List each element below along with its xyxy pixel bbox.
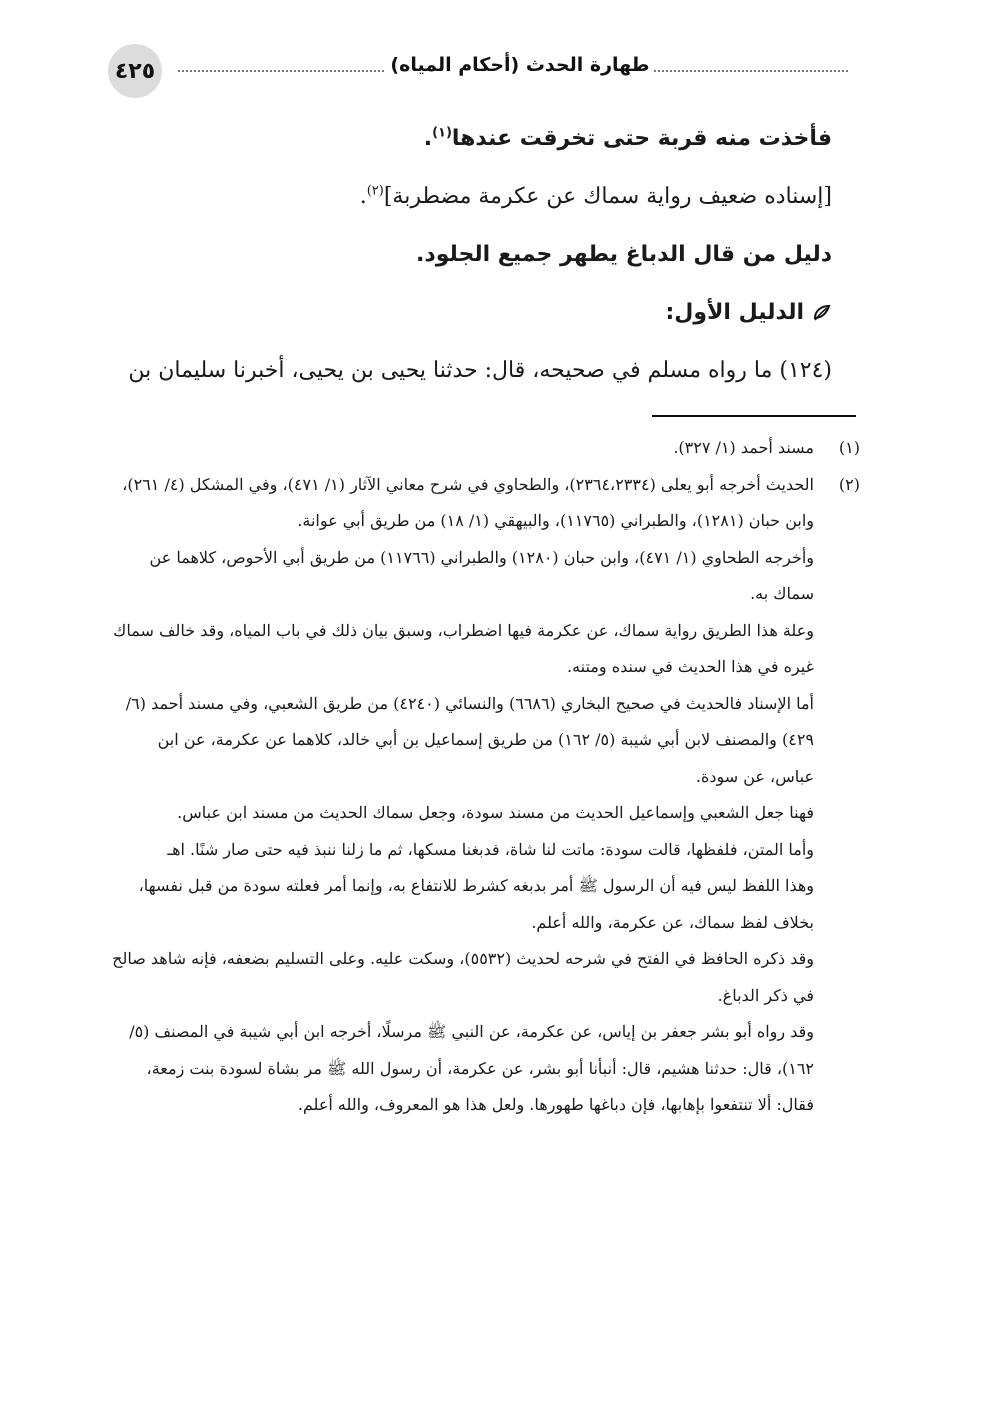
footnote-paragraph: الحديث أخرجه أبو يعلى (٢٣٦٤،٢٣٣٤)، والطحاوي في شرح معاني الآثار (١/ ٤٧١)، وفي المشكل (٤/ ٢٦١)، وابن حبان (١٢٨١)، والطبراني (١١٧٦٥)، والبيهقي (١/ ١٨) من طريق أبي عوانة. <box>122 474 814 530</box>
page-number-badge <box>108 44 162 98</box>
main-line-1: فأخذت منه قربة حتى تخرقت عندها$^{(١)}$. <box>423 125 832 151</box>
footnote-paragraph: وأخرجه الطحاوي (١/ ٤٧١)، وابن حبان (١٢٨٠) والطبراني (١١٧٦٦) من طريق أبي الأحوص، كلاهما عن سماك به. <box>149 547 814 603</box>
footnote-body <box>112 430 814 467</box>
footnote-separator <box>652 415 856 417</box>
running-title: طهارة الحدث (أحكام المياه) <box>386 54 654 76</box>
page-header <box>108 44 848 100</box>
header-rule-left <box>178 70 388 72</box>
footnote-2 <box>112 467 860 1124</box>
footnote-number: (٢) <box>838 474 860 494</box>
footnote-paragraph: وقد رواه أبو بشر جعفر بن إياس، عن عكرمة، عن النبي ﷺ مرسلًا، أخرجه ابن أبي شيبة في المصنف (٥/ ١٦٢)، قال: حدثنا هشيم، قال: أنبأنا أبو بشر، عن عكرمة، أن رسول الله ﷺ مر بشاة لسودة بنت زمعة، فقال: ألا تنتفعوا بإهابها، فإن دباغها طهورها. ولعل هذا هو المعروف، والله أعلم. <box>129 1022 814 1114</box>
footnote-ref-1[interactable]: (١) <box>432 125 452 141</box>
footnote-1 <box>112 430 860 467</box>
header-rule-right <box>642 70 848 72</box>
footnote-paragraph: وقد ذكره الحافظ في الفتح في شرحه لحديث (٥٥٣٢)، وسكت عليه. وعلى التسليم بضعفه، فإنه شاهد صالح في ذكر الدباغ. <box>112 949 814 1005</box>
footnote-paragraph: وأما المتن، فلفظها، قالت سودة: ماتت لنا شاة، فدبغنا مسكها، ثم ما زلنا ننبذ فيه حتى صار شنًا. اهـ <box>167 839 814 859</box>
footnote-ref-2[interactable]: (٢) <box>366 183 384 199</box>
page-number: ٤٢٥ <box>114 58 156 84</box>
footnote-paragraph: فهنا جعل الشعبي وإسماعيل الحديث من مسند سودة، وجعل سماك الحديث من مسند ابن عباس. <box>177 803 814 822</box>
main-text <box>112 110 832 400</box>
footnote-body <box>112 467 814 1124</box>
footnote-paragraph: وهذا اللفظ ليس فيه أن الرسول ﷺ أمر بدبغه كشرط للانتفاع به، وإنما أمر فعلته سودة من قبل نفسها، بخلاف لفظ سماك، عن عكرمة، والله أعلم. <box>138 876 814 932</box>
subheading <box>112 284 832 342</box>
footnote-number: (١) <box>838 438 860 457</box>
main-line-2: [إسناده ضعيف رواية سماك عن عكرمة مضطربة]$^{(٢)}$. <box>359 183 832 209</box>
main-line-5: (١٢٤) ما رواه مسلم في صحيحه، قال: حدثنا يحيى بن يحيى، أخبرنا سليمان بن <box>128 358 832 383</box>
footnote-paragraph: مسند أحمد (١/ ٣٢٧). <box>673 438 814 457</box>
footnote-paragraph: أما الإسناد فالحديث في صحيح البخاري (٦٦٨٦) والنسائي (٤٢٤٠) من طريق الشعبي، وفي مسند أحمد (٦/ ٤٢٩) والمصنف لابن أبي شيبة (٥/ ١٦٢) من طريق إسماعيل بن أبي خالد، كلاهما عن عكرمة، عن ابن عباس، عن سودة. <box>125 693 814 786</box>
footnotes <box>112 430 860 1124</box>
section-heading: دليل من قال الدباغ يطهر جميع الجلود. <box>416 242 832 267</box>
subheading-label: الدليل الأول: <box>665 300 804 325</box>
footnote-paragraph: وعلة هذا الطريق رواية سماك، عن عكرمة فيها اضطراب، وسبق بيان ذلك في باب المياه، وقد خالف سماك غيره في هذا الحديث في سنده ومتنه. <box>113 620 814 676</box>
leaf-icon <box>812 303 832 323</box>
